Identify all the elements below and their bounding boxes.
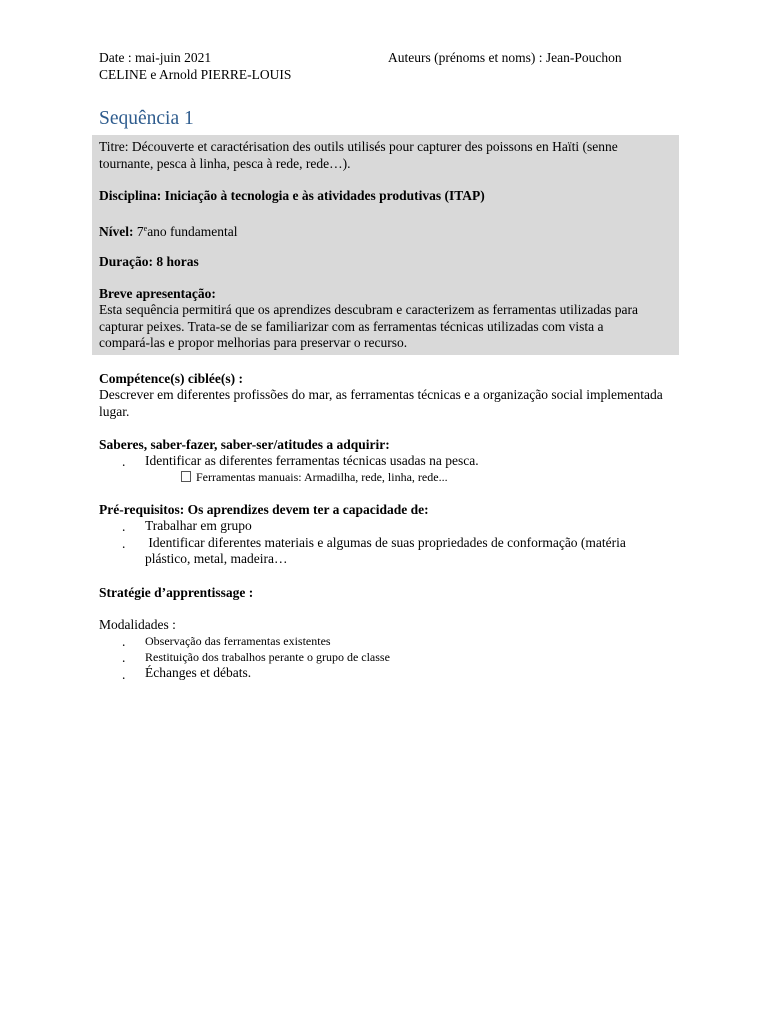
saberes-sub-bullet-icon <box>181 469 194 486</box>
list-bullet: . <box>122 667 126 682</box>
breve-line-2: capturar peixes. Trata-se de se familiarizar com as ferramentas técnicas utilizadas com vista a <box>99 319 604 334</box>
niveau-label: Nível: <box>99 224 134 239</box>
list-bullet: . <box>122 650 126 665</box>
breve-line-3: compará-las e propor melhorias para preservar o recurso. <box>99 335 408 350</box>
modalidades-item-1: Observação das ferramentas existentes <box>145 634 331 648</box>
breve-label: Breve apresentação: <box>99 286 216 301</box>
competences-heading: Compétence(s) ciblée(s) : <box>99 371 243 386</box>
modalidades-item-3: Échanges et débats. <box>145 665 252 680</box>
date-text: Date : mai-juin 2021 <box>99 50 212 65</box>
saberes-item-1: Identificar as diferentes ferramentas técnicas usadas na pesca. <box>145 453 479 468</box>
saberes-heading: Saberes, saber-fazer, saber-ser/atitudes a adquirir: <box>99 437 390 452</box>
prerequisitos-item-2-line-1: Identificar diferentes materiais e algumas de suas propriedades de conformação (matéria <box>145 535 626 550</box>
list-bullet: . <box>122 519 126 534</box>
niveau-number: 7 <box>133 224 144 239</box>
prerequisitos-heading: Pré-requisitos: Os aprendizes devem ter a capacidade de: <box>99 502 429 517</box>
sequence-title: Sequência 1 <box>99 108 194 129</box>
prerequisitos-item-1: Trabalhar em grupo <box>145 518 252 533</box>
missing-glyph-icon <box>181 471 191 482</box>
niveau-text <box>99 221 238 241</box>
niveau-superscript: e <box>143 224 148 233</box>
competences-line-2: lugar. <box>99 404 130 419</box>
competences-line-1: Descrever em diferentes profissões do mar, as ferramentas técnicas e a organização social implementada <box>99 387 663 402</box>
disciplina-text: Disciplina: Iniciação à tecnologia e às atividades produtivas (ITAP) <box>99 188 485 203</box>
prerequisitos-item-2-line-2: plástico, metal, madeira… <box>145 551 288 566</box>
titre-line-2: tournante, pesca à linha, pesca à rede, rede…). <box>99 156 351 171</box>
list-bullet: . <box>122 536 126 551</box>
authors-continued-text: CELINE e Arnold PIERRE-LOUIS <box>99 67 292 82</box>
saberes-sub-item: Ferramentas manuais: Armadilha, rede, linha, rede... <box>196 470 448 484</box>
duracao-text: Duração: 8 horas <box>99 254 199 269</box>
list-bullet: . <box>122 634 126 649</box>
titre-line-1: Titre: Découverte et caractérisation des outils utilisés pour capturer des poissons en Haïti (senne <box>99 139 618 154</box>
list-bullet: . <box>122 454 126 469</box>
breve-line-1: Esta sequência permitirá que os aprendizes descubram e caracterizem as ferramentas utilizadas para <box>99 302 638 317</box>
modalidades-item-2: Restituição dos trabalhos perante o grupo de classe <box>145 650 390 664</box>
authors-text: Auteurs (prénoms et noms) : Jean-Pouchon <box>388 50 622 65</box>
modalidades-heading: Modalidades : <box>99 617 176 632</box>
niveau-rest: ano fundamental <box>147 224 238 239</box>
strategie-heading: Stratégie d’apprentissage : <box>99 585 254 600</box>
